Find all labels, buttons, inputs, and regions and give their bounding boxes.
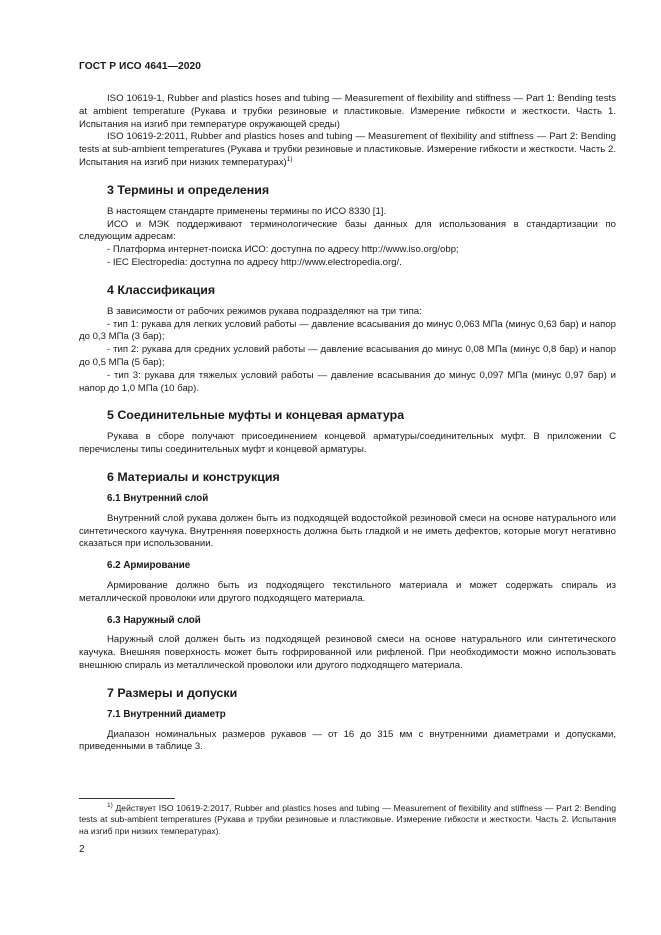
footnote-body: Действует ISO 10619-2:2017, Rubber and plastics hoses and tubing — Measurement of flexibility and stiffness — Part 2: Bending tests at sub-ambient temperatures (Рукава и трубки резиновые и пластиковые. Измерение гибкости и жесткости. Часть 2. Испытания на изгиб при низких температурах). [79,803,616,836]
section-3-paragraph: ИСО и МЭК поддерживают терминологические базы данных для использования в стандартизации по следующим адресам: [79,218,616,243]
footnote [79,803,616,837]
reference-iso-10619-2 [79,131,616,169]
section-4-list-item: - тип 2: рукава для средних условий работы — давление всасывания до минус 0,08 МПа (минус 0,8 бар) и напор до 0,5 МПа (5 бар); [79,344,616,368]
section-3-title: 3 Термины и определения [107,182,270,197]
subsection-7-1-paragraph: Диапазон номинальных размеров рукавов — от 16 до 315 мм с внутренними диаметрами и допусками, приведенными в таблице 3. [79,728,616,753]
section-4-paragraph: В зависимости от рабочих режимов рукава подразделяют на три типа: [107,305,422,317]
section-4-list-item: - тип 3: рукава для тяжелых условий работы — давление всасывания до минус 0,097 МПа (минус 0,97 бар) и напор до 1,0 МПа (10 бар). [79,369,616,394]
section-3-list-item: - IEC Electropedia: доступна по адресу http://www.electropedia.org/. [107,256,402,268]
subsection-6-1-paragraph: Внутренний слой рукава должен быть из подходящей водостойкой резиновой смеси на основе натурального или синтетического каучука. Внутренняя поверхность должна быть гладкой и не иметь дефектов, которые могут негативно сказаться при использовании. [79,512,616,550]
section-3-list-item: - Платформа интернет-поиска ИСО: доступна по адресу http://www.iso.org/obp; [107,244,459,256]
footnote-text [79,803,616,837]
page-number: 2 [79,844,85,855]
footnote-number: 1) [107,802,113,809]
reference-iso-10619-1: ISO 10619-1, Rubber and plastics hoses and tubing — Measurement of flexibility and stiffness — Part 1: Bending tests at ambient temperature (Рукава и трубки резиновые и пластиковые. Измерение гибкости и жесткости. Часть 1. Испытания на изгиб при температуре окружающей среды) [79,93,616,130]
footnote-marker[interactable]: 1) [286,155,293,163]
subsection-6-2-title: 6.2 Армирование [107,560,191,572]
section-6-title: 6 Материалы и конструкция [107,469,280,484]
subsection-6-3-paragraph: Наружный слой должен быть из подходящей резиновой смеси на основе натурального или синтетического каучука. Внешняя поверхность может быть гофрированной или рифленой. При необходимости можно использовать внешнюю спираль из металлической проволоки или другого подходящего материала. [79,634,616,671]
reference-iso-10619-2-text: ISO 10619-2:2011, Rubber and plastics hoses and tubing — Measurement of flexibility and stiffness — Part 2: Bending tests at sub-ambient temperatures (Рукава и трубки резиновые и пластиковые. Измерение гибкости и жесткости. Часть 2. Испытания на изгиб при низких температурах) [79,131,616,168]
section-5-paragraph: Рукава в сборе получают присоединением концевой арматуры/соединительных муфт. В приложении С перечислены типы соединительных муфт и концевой арматуры. [79,431,616,456]
section-5-title: 5 Соединительные муфты и концевая арматура [107,408,405,423]
document-header: ГОСТ Р ИСО 4641—2020 [79,61,202,72]
footnote-divider [79,798,175,799]
section-4-title: 4 Классификация [107,282,216,297]
subsection-6-1-title: 6.1 Внутренний слой [107,492,209,504]
subsection-7-1-title: 7.1 Внутренний диаметр [107,708,226,720]
section-3-paragraph: В настоящем стандарте применены термины по ИСО 8330 [1]. [107,205,387,217]
document-body [79,93,616,754]
section-7-title: 7 Размеры и допуски [107,685,238,700]
subsection-6-2-paragraph: Армирование должно быть из подходящего текстильного материала и может содержать спираль из металлической проволоки или другого подходящего материала. [79,579,616,604]
section-4-list-item: - тип 1: рукава для легких условий работы — давление всасывания до минус 0,063 МПа (минус 0,63 бар) и напор до 0,3 МПа (3 бар); [79,318,616,343]
subsection-6-3-title: 6.3 Наружный слой [107,614,201,626]
